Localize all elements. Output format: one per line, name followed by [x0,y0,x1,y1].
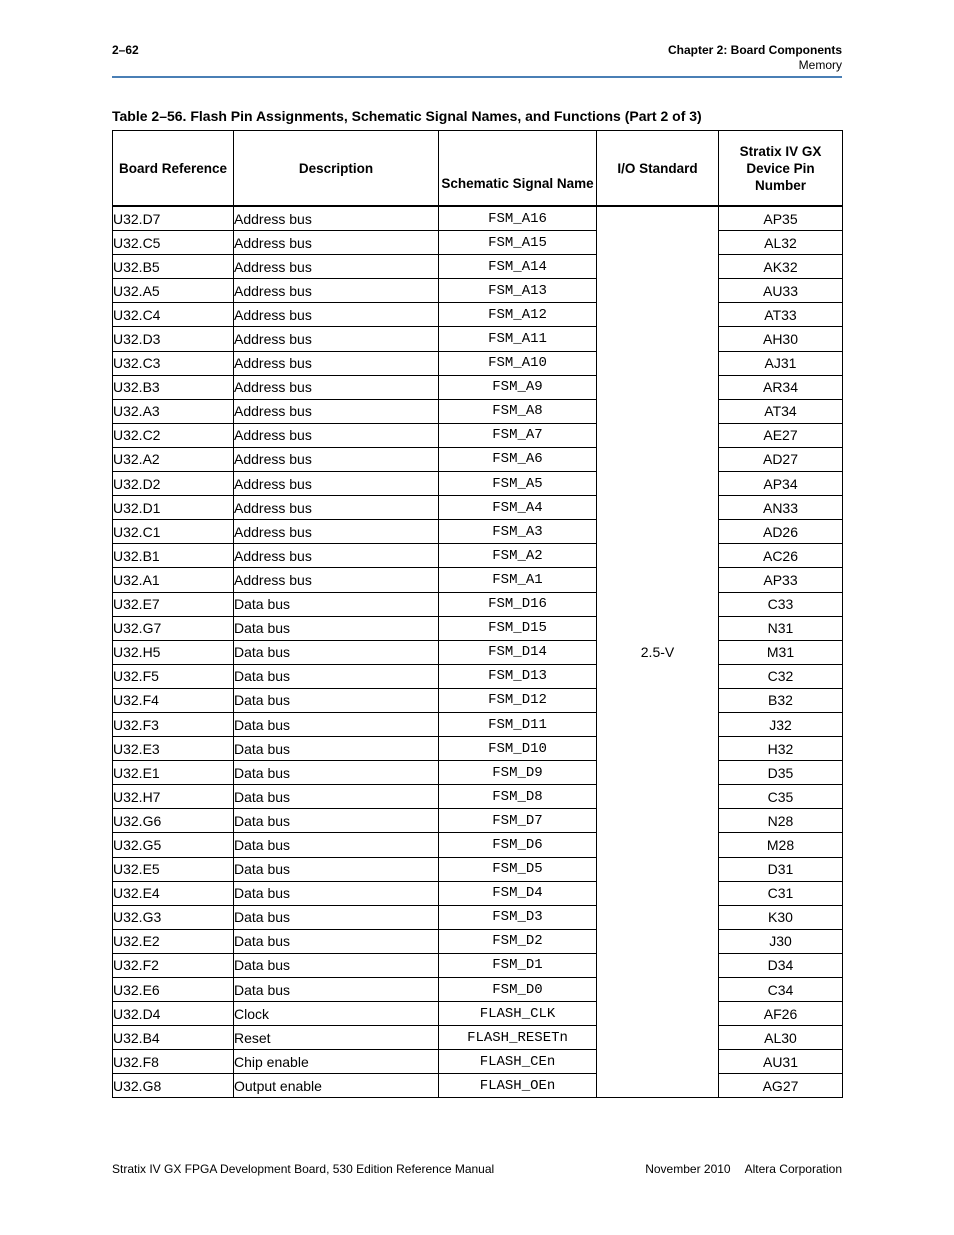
table-row [113,520,843,544]
table-row [113,255,843,279]
board-reference-cell: U32.G8 [113,1074,234,1098]
signal-name-cell: FSM_A7 [439,423,597,447]
table-row [113,472,843,496]
board-reference-cell: U32.E6 [113,978,234,1002]
header-divider [112,76,842,78]
table-row [113,761,843,785]
description-cell: Address bus [234,472,439,496]
column-header-io-standard: I/O Standard [597,131,719,207]
signal-name-cell: FSM_A15 [439,231,597,255]
signal-name-cell: FSM_D0 [439,978,597,1002]
table-row [113,905,843,929]
table-row [113,231,843,255]
description-cell: Data bus [234,881,439,905]
table-row [113,279,843,303]
board-reference-cell: U32.C1 [113,520,234,544]
table-row [113,809,843,833]
table-row [113,953,843,977]
table-row [113,544,843,568]
pin-number-cell: AK32 [719,255,843,279]
board-reference-cell: U32.D4 [113,1002,234,1026]
pin-number-cell: AH30 [719,327,843,351]
signal-name-cell: FSM_A3 [439,520,597,544]
table-row [113,303,843,327]
board-reference-cell: U32.D1 [113,496,234,520]
signal-name-cell: FSM_D16 [439,592,597,616]
column-header-description: Description [234,131,439,207]
signal-name-cell: FSM_A10 [439,351,597,375]
pin-number-cell: M31 [719,640,843,664]
table-row [113,978,843,1002]
table-row [113,447,843,471]
description-cell: Clock [234,1002,439,1026]
pin-number-cell: AG27 [719,1074,843,1098]
board-reference-cell: U32.B4 [113,1026,234,1050]
pin-number-cell: K30 [719,905,843,929]
board-reference-cell: U32.C2 [113,423,234,447]
description-cell: Address bus [234,279,439,303]
board-reference-cell: U32.H5 [113,640,234,664]
table-row [113,1026,843,1050]
table-row [113,616,843,640]
board-reference-cell: U32.E5 [113,857,234,881]
board-reference-cell: U32.G7 [113,616,234,640]
pin-number-cell: J32 [719,712,843,736]
signal-name-cell: FSM_D9 [439,761,597,785]
description-cell: Data bus [234,809,439,833]
pin-number-cell: C34 [719,978,843,1002]
signal-name-cell: FSM_D13 [439,664,597,688]
board-reference-cell: U32.F3 [113,712,234,736]
board-reference-cell: U32.E2 [113,929,234,953]
board-reference-cell: U32.E1 [113,761,234,785]
table-row [113,640,843,664]
description-cell: Address bus [234,375,439,399]
section-title: Memory [798,58,842,72]
description-cell: Address bus [234,327,439,351]
signal-name-cell: FSM_A16 [439,206,597,231]
column-header-schematic-signal-name: Schematic Signal Name [439,131,597,207]
io-standard-cell: 2.5-V [597,206,719,1098]
description-cell: Data bus [234,616,439,640]
description-cell: Data bus [234,592,439,616]
board-reference-cell: U32.C4 [113,303,234,327]
description-cell: Address bus [234,351,439,375]
signal-name-cell: FSM_A8 [439,399,597,423]
signal-name-cell: FSM_D5 [439,857,597,881]
board-reference-cell: U32.F5 [113,664,234,688]
footer-manual-title: Stratix IV GX FPGA Development Board, 530 Edition Reference Manual [112,1162,495,1176]
description-cell: Address bus [234,231,439,255]
pin-number-cell: J30 [719,929,843,953]
description-cell: Data bus [234,953,439,977]
signal-name-cell: FLASH_RESETn [439,1026,597,1050]
pin-number-cell: AP34 [719,472,843,496]
table-row [113,688,843,712]
description-cell: Data bus [234,640,439,664]
board-reference-cell: U32.G3 [113,905,234,929]
board-reference-cell: U32.A3 [113,399,234,423]
table-row [113,592,843,616]
board-reference-cell: U32.B5 [113,255,234,279]
pin-number-cell: AU33 [719,279,843,303]
description-cell: Data bus [234,712,439,736]
table-row [113,568,843,592]
board-reference-cell: U32.F8 [113,1050,234,1074]
board-reference-cell: U32.F2 [113,953,234,977]
table-row [113,1002,843,1026]
column-header-board-reference: Board Reference [113,131,234,207]
description-cell: Address bus [234,544,439,568]
board-reference-cell: U32.C3 [113,351,234,375]
chapter-title: Chapter 2: Board Components [667,43,842,57]
footer-company: Altera Corporation [744,1162,842,1176]
description-cell: Data bus [234,688,439,712]
pin-number-cell: AP35 [719,206,843,231]
signal-name-cell: FSM_D10 [439,737,597,761]
table-row [113,857,843,881]
table-row [113,1074,843,1098]
table-row [113,833,843,857]
pin-number-cell: AD26 [719,520,843,544]
signal-name-cell: FLASH_CLK [439,1002,597,1026]
signal-name-cell: FSM_A13 [439,279,597,303]
pin-number-cell: N28 [719,809,843,833]
board-reference-cell: U32.A1 [113,568,234,592]
page-number: 2–62 [112,43,139,57]
description-cell: Address bus [234,206,439,231]
pin-number-cell: H32 [719,737,843,761]
pin-number-cell: AT33 [719,303,843,327]
board-reference-cell: U32.D7 [113,206,234,231]
description-cell: Address bus [234,568,439,592]
board-reference-cell: U32.E3 [113,737,234,761]
signal-name-cell: FSM_A4 [439,496,597,520]
description-cell: Address bus [234,423,439,447]
signal-name-cell: FSM_A5 [439,472,597,496]
table-header-row [113,131,843,207]
pin-number-cell: AT34 [719,399,843,423]
signal-name-cell: FSM_D11 [439,712,597,736]
pin-number-cell: C32 [719,664,843,688]
pin-number-cell: AC26 [719,544,843,568]
signal-name-cell: FSM_D12 [439,688,597,712]
signal-name-cell: FSM_D4 [439,881,597,905]
board-reference-cell: U32.H7 [113,785,234,809]
column-header-pin-number: Stratix IV GX Device Pin Number [719,131,843,207]
table-row [113,206,843,231]
board-reference-cell: U32.D3 [113,327,234,351]
pin-number-cell: AL30 [719,1026,843,1050]
pin-number-cell: M28 [719,833,843,857]
pin-number-cell: D31 [719,857,843,881]
pin-number-cell: C31 [719,881,843,905]
table-row [113,881,843,905]
description-cell: Data bus [234,978,439,1002]
signal-name-cell: FSM_A2 [439,544,597,568]
table-row [113,929,843,953]
signal-name-cell: FSM_D7 [439,809,597,833]
board-reference-cell: U32.F4 [113,688,234,712]
description-cell: Data bus [234,785,439,809]
pin-number-cell: AD27 [719,447,843,471]
board-reference-cell: U32.B1 [113,544,234,568]
pin-number-cell: AL32 [719,231,843,255]
table-row [113,712,843,736]
board-reference-cell: U32.A2 [113,447,234,471]
board-reference-cell: U32.C5 [113,231,234,255]
description-cell: Address bus [234,303,439,327]
description-cell: Address bus [234,447,439,471]
description-cell: Data bus [234,929,439,953]
table-row [113,664,843,688]
pin-number-cell: AF26 [719,1002,843,1026]
running-header [668,43,842,73]
board-reference-cell: U32.B3 [113,375,234,399]
description-cell: Data bus [234,737,439,761]
description-cell: Data bus [234,761,439,785]
signal-name-cell: FSM_A12 [439,303,597,327]
table-row [113,785,843,809]
footer-info [645,1162,842,1176]
signal-name-cell: FSM_D3 [439,905,597,929]
pin-number-cell: AP33 [719,568,843,592]
pin-number-cell: D34 [719,953,843,977]
description-cell: Address bus [234,255,439,279]
table-row [113,496,843,520]
description-cell: Output enable [234,1074,439,1098]
table-row [113,1050,843,1074]
pin-number-cell: C35 [719,785,843,809]
table-row [113,423,843,447]
table-row [113,399,843,423]
signal-name-cell: FSM_A14 [439,255,597,279]
footer-date: November 2010 [645,1162,731,1176]
table-row [113,351,843,375]
signal-name-cell: FSM_D2 [439,929,597,953]
table-row [113,737,843,761]
pin-number-cell: AJ31 [719,351,843,375]
board-reference-cell: U32.G6 [113,809,234,833]
description-cell: Reset [234,1026,439,1050]
table-row [113,375,843,399]
board-reference-cell: U32.E7 [113,592,234,616]
table-caption: Table 2–56. Flash Pin Assignments, Schematic Signal Names, and Functions (Part 2 of 3) [112,108,702,124]
description-cell: Chip enable [234,1050,439,1074]
pin-number-cell: AE27 [719,423,843,447]
description-cell: Data bus [234,833,439,857]
signal-name-cell: FSM_D6 [439,833,597,857]
signal-name-cell: FSM_A9 [439,375,597,399]
signal-name-cell: FSM_D8 [439,785,597,809]
description-cell: Address bus [234,399,439,423]
signal-name-cell: FSM_A6 [439,447,597,471]
board-reference-cell: U32.A5 [113,279,234,303]
signal-name-cell: FSM_D14 [439,640,597,664]
board-reference-cell: U32.G5 [113,833,234,857]
pin-number-cell: AU31 [719,1050,843,1074]
pin-number-cell: AR34 [719,375,843,399]
table-row [113,327,843,351]
pin-number-cell: D35 [719,761,843,785]
pin-number-cell: N31 [719,616,843,640]
flash-pin-table [112,130,843,1098]
signal-name-cell: FSM_D1 [439,953,597,977]
pin-number-cell: C33 [719,592,843,616]
signal-name-cell: FLASH_OEn [439,1074,597,1098]
signal-name-cell: FLASH_CEn [439,1050,597,1074]
signal-name-cell: FSM_A11 [439,327,597,351]
pin-number-cell: AN33 [719,496,843,520]
description-cell: Address bus [234,520,439,544]
description-cell: Data bus [234,664,439,688]
pin-number-cell: B32 [719,688,843,712]
signal-name-cell: FSM_A1 [439,568,597,592]
description-cell: Data bus [234,857,439,881]
table-body [113,206,843,1098]
description-cell: Address bus [234,496,439,520]
board-reference-cell: U32.E4 [113,881,234,905]
description-cell: Data bus [234,905,439,929]
board-reference-cell: U32.D2 [113,472,234,496]
signal-name-cell: FSM_D15 [439,616,597,640]
